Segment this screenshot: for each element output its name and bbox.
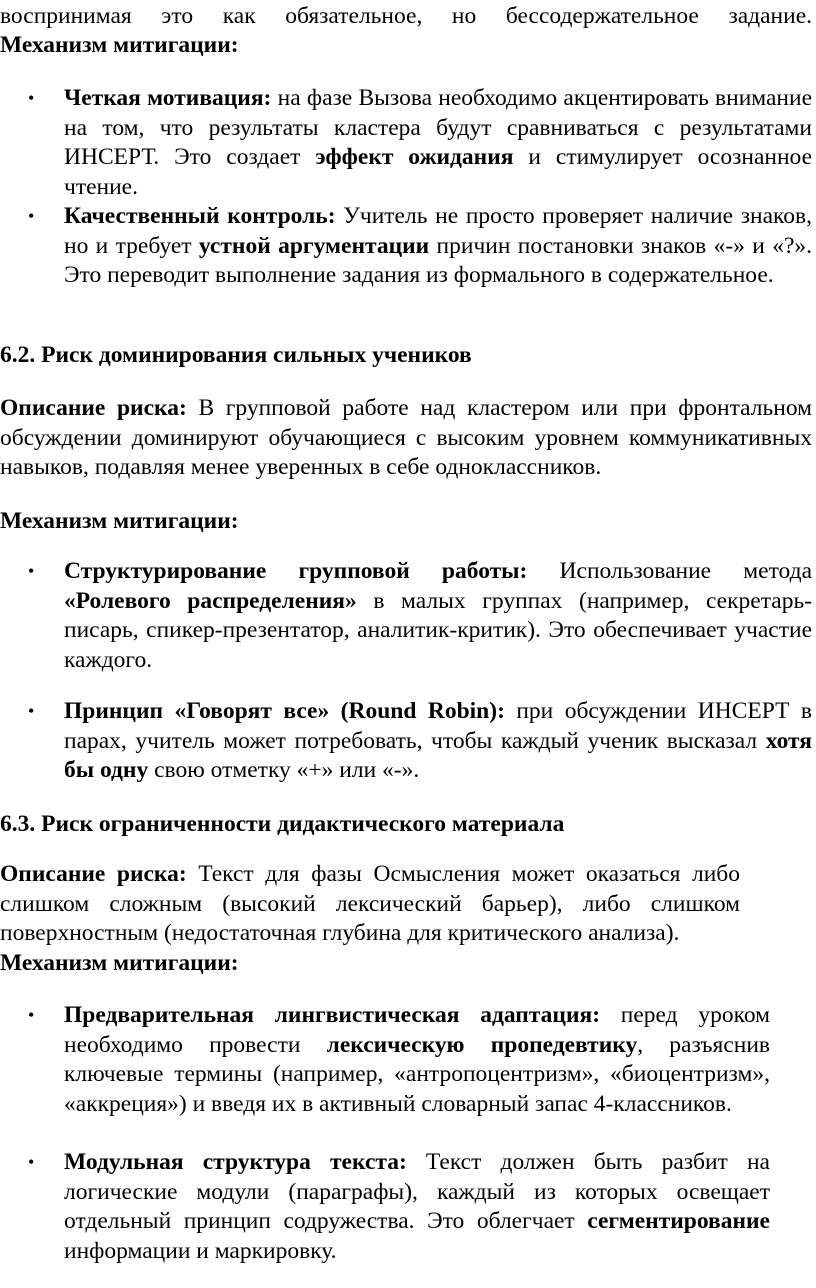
list-item-text: Предварительная лингвистическая адаптация: перед уроком необходимо провести лексическую пропедевтику, разъяснив ключевые термины (например, «антропоцентризм», «биоцентризм», «аккреция») и введя их в активный словарный запас 4-классников. [64, 1002, 771, 1117]
risk-description: Описание риска: В групповой работе над кластером или при фронтальном обсуждении доминируют обучающиеся с высоким уровнем коммуникативных навыков, подавляя менее уверенных в себе одноклассников. [0, 395, 813, 480]
list-item [0, 1001, 770, 1119]
list-item-text: Модульная структура текста: Текст должен быть разбит на логические модули (параграфы), каждый из которых освещает отдельный принцип содружества. Это облегчает сегментирование информации и маркировку. [64, 1149, 770, 1264]
list-item [0, 84, 812, 202]
bullet-icon: • [28, 1005, 35, 1025]
bullet-icon: • [28, 88, 35, 108]
mitigation-heading: Механизм митигации: [0, 950, 239, 976]
list-item [0, 202, 812, 291]
list-item [0, 697, 812, 786]
list-item-text: Принцип «Говорят все» (Round Robin): при обсуждении ИНСЕРТ в парах, учитель может потребовать, чтобы каждый ученик высказал хотя бы одну свою отметку «+» или «-». [64, 698, 812, 783]
list-item-text: Четкая мотивация: на фазе Вызова необходимо акцентировать внимание на том, что результаты кластера будут сравниваться с результатами ИНСЕРТ. Это создает эффект ожидания и стимулирует осознанное чтение. [64, 85, 812, 200]
bullet-icon: • [28, 206, 35, 226]
list-item-text: Структурирование групповой работы: Использование метода «Ролевого распределения» в малых группах (например, секретарь-писарь, спикер-презентатор, аналитик-критик). Это обеспечивает участие каждого. [64, 558, 813, 673]
bullet-icon: • [28, 1152, 35, 1172]
risk-description: Описание риска: Текст для фазы Осмысления может оказаться либо слишком сложным (высокий лексический барьер), либо слишком поверхностным (недостаточная глубина для критического анализа). [0, 861, 740, 946]
list-item [0, 1148, 770, 1266]
list-item [0, 557, 812, 675]
mitigation-heading: Механизм митигации: [0, 32, 239, 58]
list-item-text: Качественный контроль: Учитель не просто проверяет наличие знаков, но и требует устной аргументации причин постановки знаков «-» и «?». Это переводит выполнение задания из формального в содержательное. [64, 203, 812, 288]
section-heading: 6.3. Риск ограниченности дидактического материала [0, 811, 565, 837]
bullet-icon: • [28, 701, 35, 721]
intro-line: воспринимая это как обязательное, но бессодержательное задание. [0, 3, 812, 29]
bullet-icon: • [28, 561, 35, 581]
mitigation-heading: Механизм митигации: [0, 508, 239, 534]
section-heading: 6.2. Риск доминирования сильных учеников [0, 342, 472, 368]
